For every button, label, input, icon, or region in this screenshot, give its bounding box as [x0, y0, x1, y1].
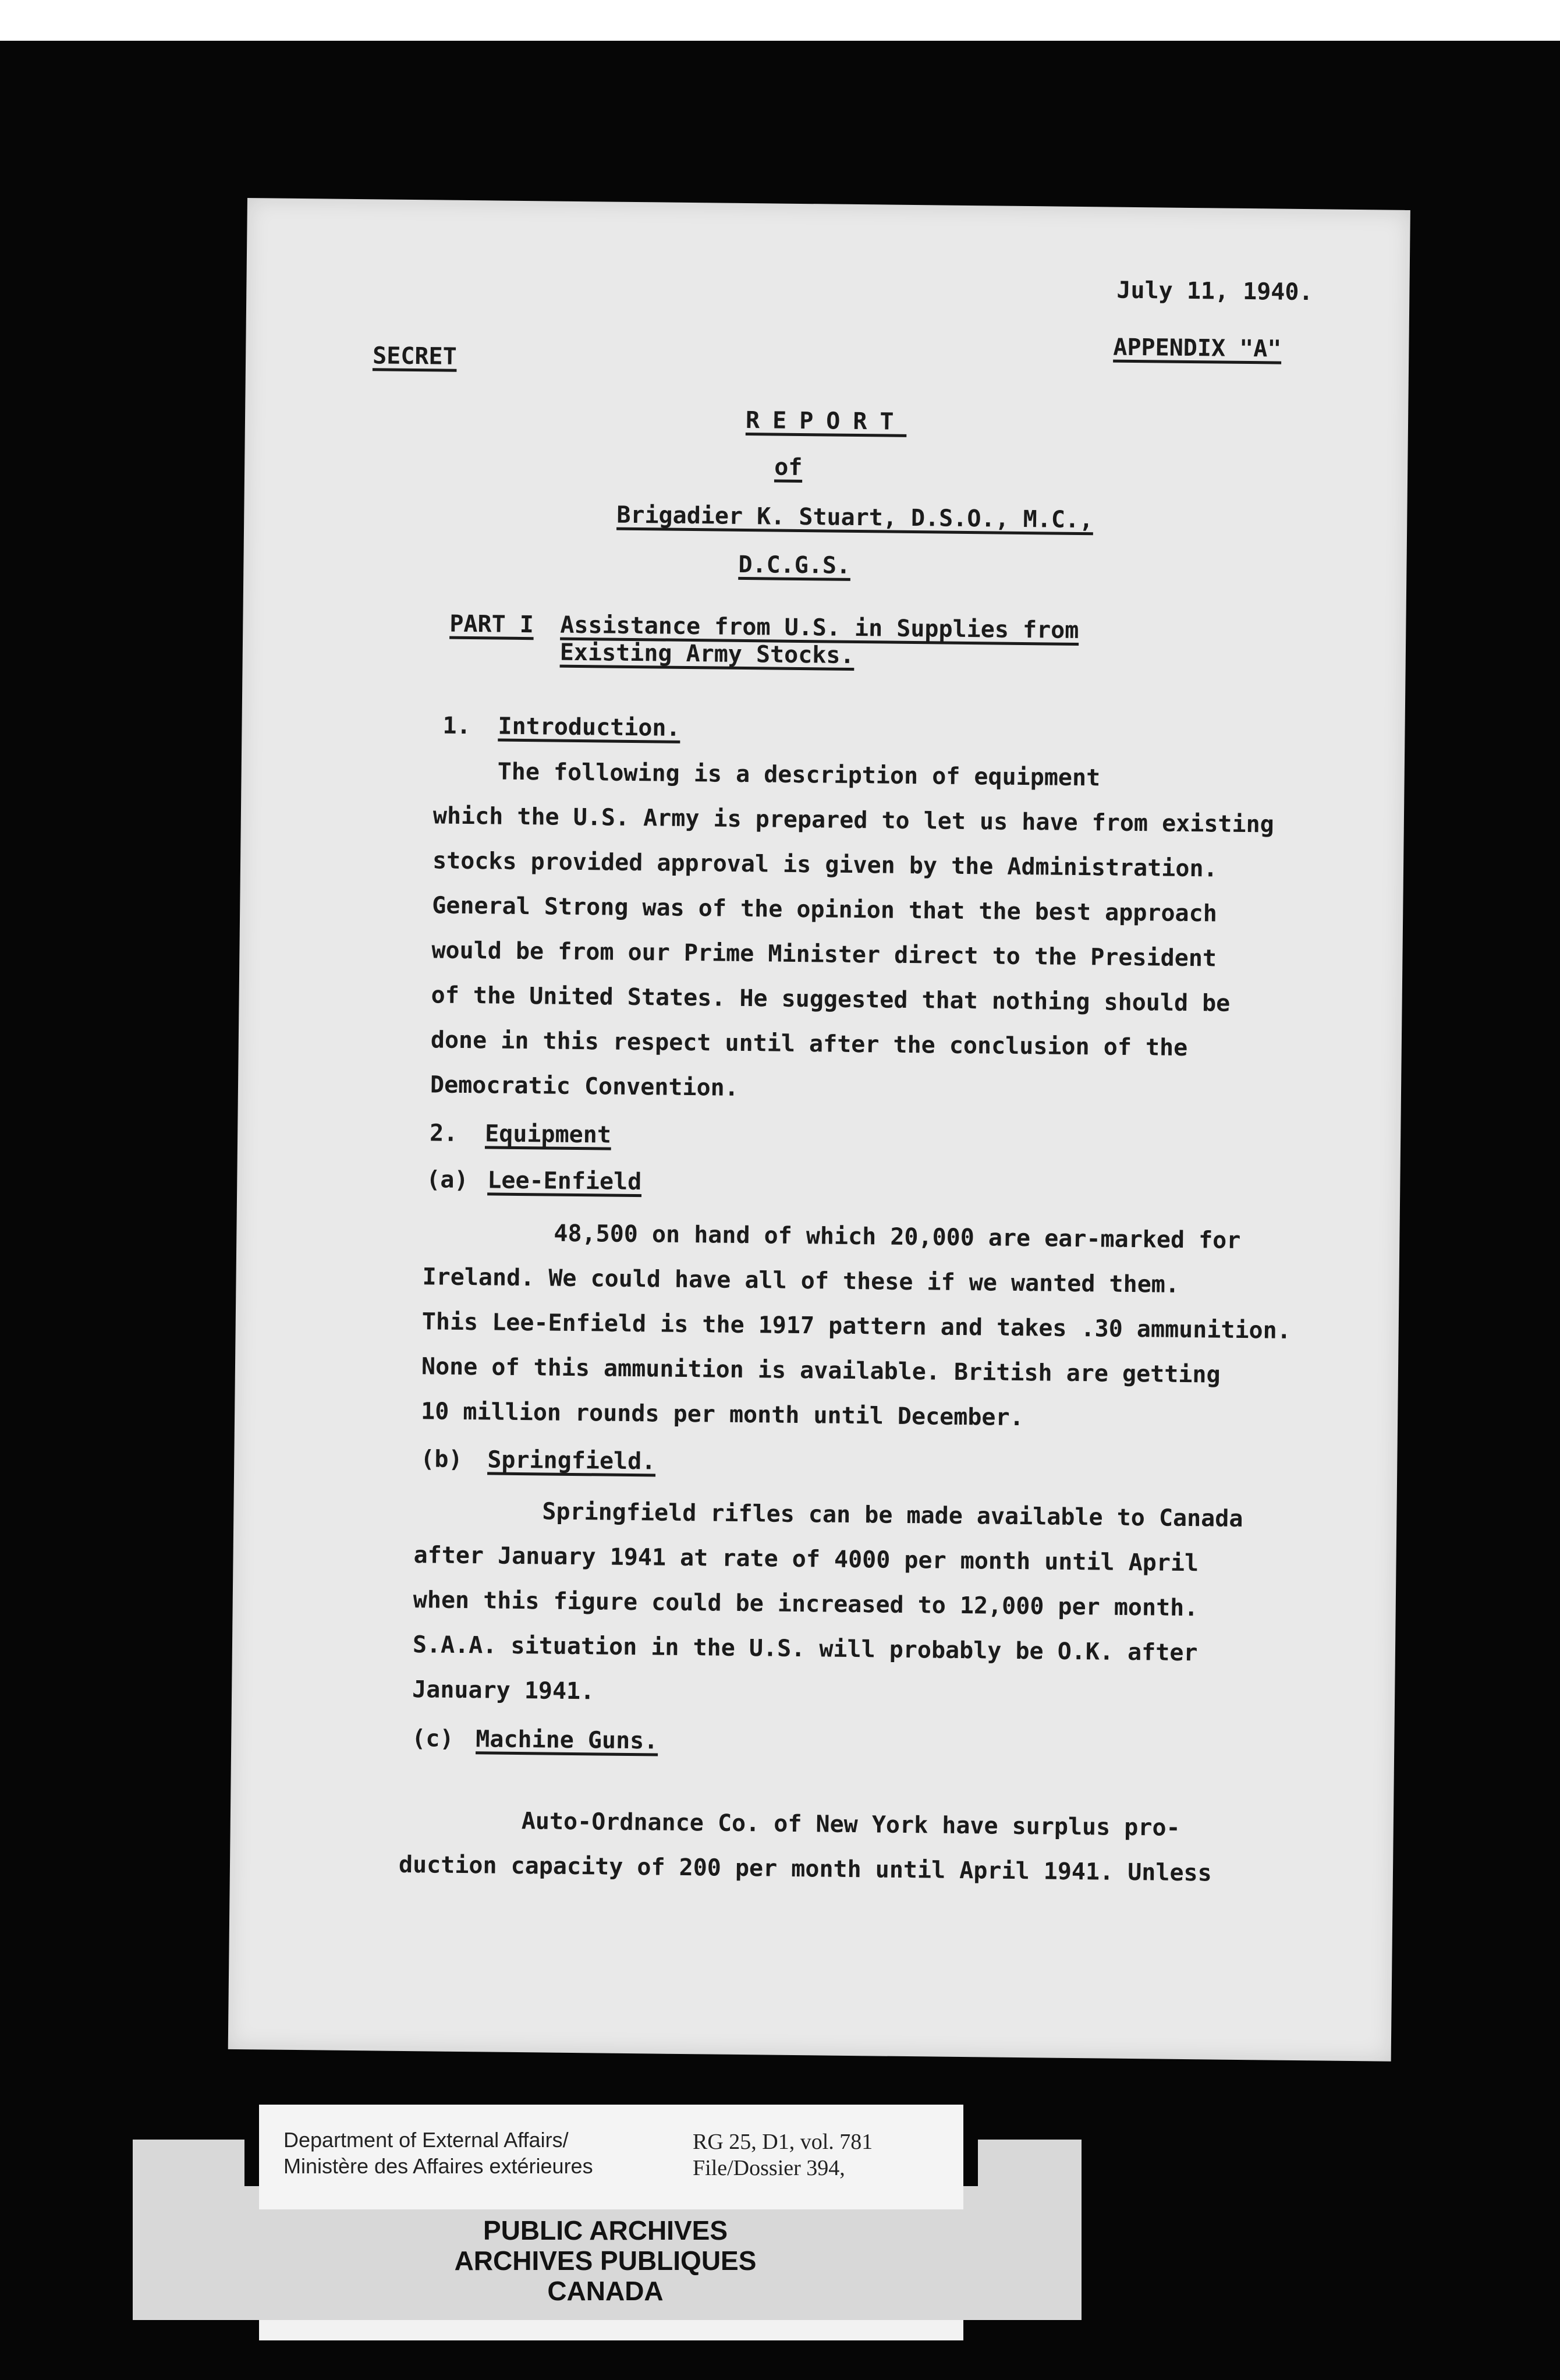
machine-gun-line: duction capacity of 200 per month until April 1941. Unless	[398, 1851, 1212, 1887]
lee-enfield-line: 10 million rounds per month until December.	[420, 1398, 1024, 1432]
intro-line: which the U.S. Army is prepared to let us have from existing	[432, 802, 1274, 838]
machine-gun-line: Auto-Ordnance Co. of New York have surplus pro-	[521, 1808, 1180, 1841]
intro-line: General Strong was of the opinion that the best approach	[432, 892, 1218, 927]
intro-line: would be from our Prime Minister direct to the President	[431, 937, 1217, 972]
intro-line: of the United States. He suggested that nothing should be	[431, 982, 1231, 1017]
intro-line: The following is a description of equipment	[497, 758, 1101, 792]
lee-enfield-line: Ireland. We could have all of these if we wanted them.	[422, 1263, 1180, 1298]
part-label: PART I	[449, 610, 534, 639]
report-author-post: D.C.G.S.	[738, 551, 851, 579]
report-author: Brigadier K. Stuart, D.S.O., M.C.,	[616, 501, 1094, 534]
lee-enfield-line: This Lee-Enfield is the 1917 pattern and takes .30 ammunition.	[421, 1308, 1292, 1344]
archive-stamp-line3: CANADA	[547, 2276, 664, 2306]
subsection-a-label: (a)	[426, 1166, 469, 1194]
springfield-line: January 1941.	[412, 1676, 595, 1705]
springfield-line: S.A.A. situation in the U.S. will probably be O.K. after	[412, 1631, 1198, 1667]
lee-enfield-line: 48,500 on hand of which 20,000 are ear-marked for	[554, 1220, 1241, 1254]
archive-stamp-line2: ARCHIVES PUBLIQUES	[454, 2246, 757, 2276]
springfield-line: Springfield rifles can be made available to Canada	[542, 1498, 1243, 1533]
intro-line: stocks provided approval is given by the Administration.	[432, 847, 1218, 883]
archive-label	[259, 2105, 963, 2209]
subsection-a-heading: Lee-Enfield	[487, 1167, 642, 1196]
document-page	[228, 198, 1410, 2062]
springfield-line: after January 1941 at rate of 4000 per month until April	[413, 1542, 1199, 1577]
part-title-line1: Assistance from U.S. in Supplies from	[560, 611, 1079, 644]
archive-ref-line1: RG 25, D1, vol. 781	[693, 2130, 873, 2154]
archive-stamp-line1: PUBLIC ARCHIVES	[483, 2215, 728, 2246]
lee-enfield-line: None of this ammunition is available. British are getting	[421, 1353, 1221, 1389]
archive-label-strip	[259, 2320, 963, 2340]
intro-line: Democratic Convention.	[430, 1071, 739, 1102]
archive-dept-line2: Ministère des Affaires extérieures	[283, 2154, 593, 2178]
report-title: REPORT	[745, 406, 907, 435]
appendix-label: APPENDIX "A"	[1113, 334, 1282, 363]
classification-marking: SECRET	[372, 342, 457, 370]
document-date: July 11, 1940.	[1116, 277, 1313, 306]
archive-dept-line1: Department of External Affairs/	[283, 2128, 569, 2152]
section1-number: 1.	[442, 712, 471, 740]
report-of: of	[774, 454, 803, 481]
archive-stamp	[431, 2215, 780, 2317]
archive-ref-line2: File/Dossier 394,	[693, 2156, 845, 2180]
section1-heading: Introduction.	[498, 713, 680, 742]
subsection-b-heading: Springfield.	[487, 1446, 656, 1475]
section2-heading: Equipment	[484, 1120, 612, 1149]
part-title-line2: Existing Army Stocks.	[559, 639, 855, 669]
intro-line: done in this respect until after the conclusion of the	[430, 1026, 1188, 1061]
subsection-c-label: (c)	[412, 1725, 454, 1752]
subsection-c-heading: Machine Guns.	[476, 1726, 658, 1755]
section2-number: 2.	[429, 1120, 458, 1147]
springfield-line: when this figure could be increased to 12,000 per month.	[413, 1586, 1199, 1622]
subsection-b-label: (b)	[420, 1446, 463, 1473]
